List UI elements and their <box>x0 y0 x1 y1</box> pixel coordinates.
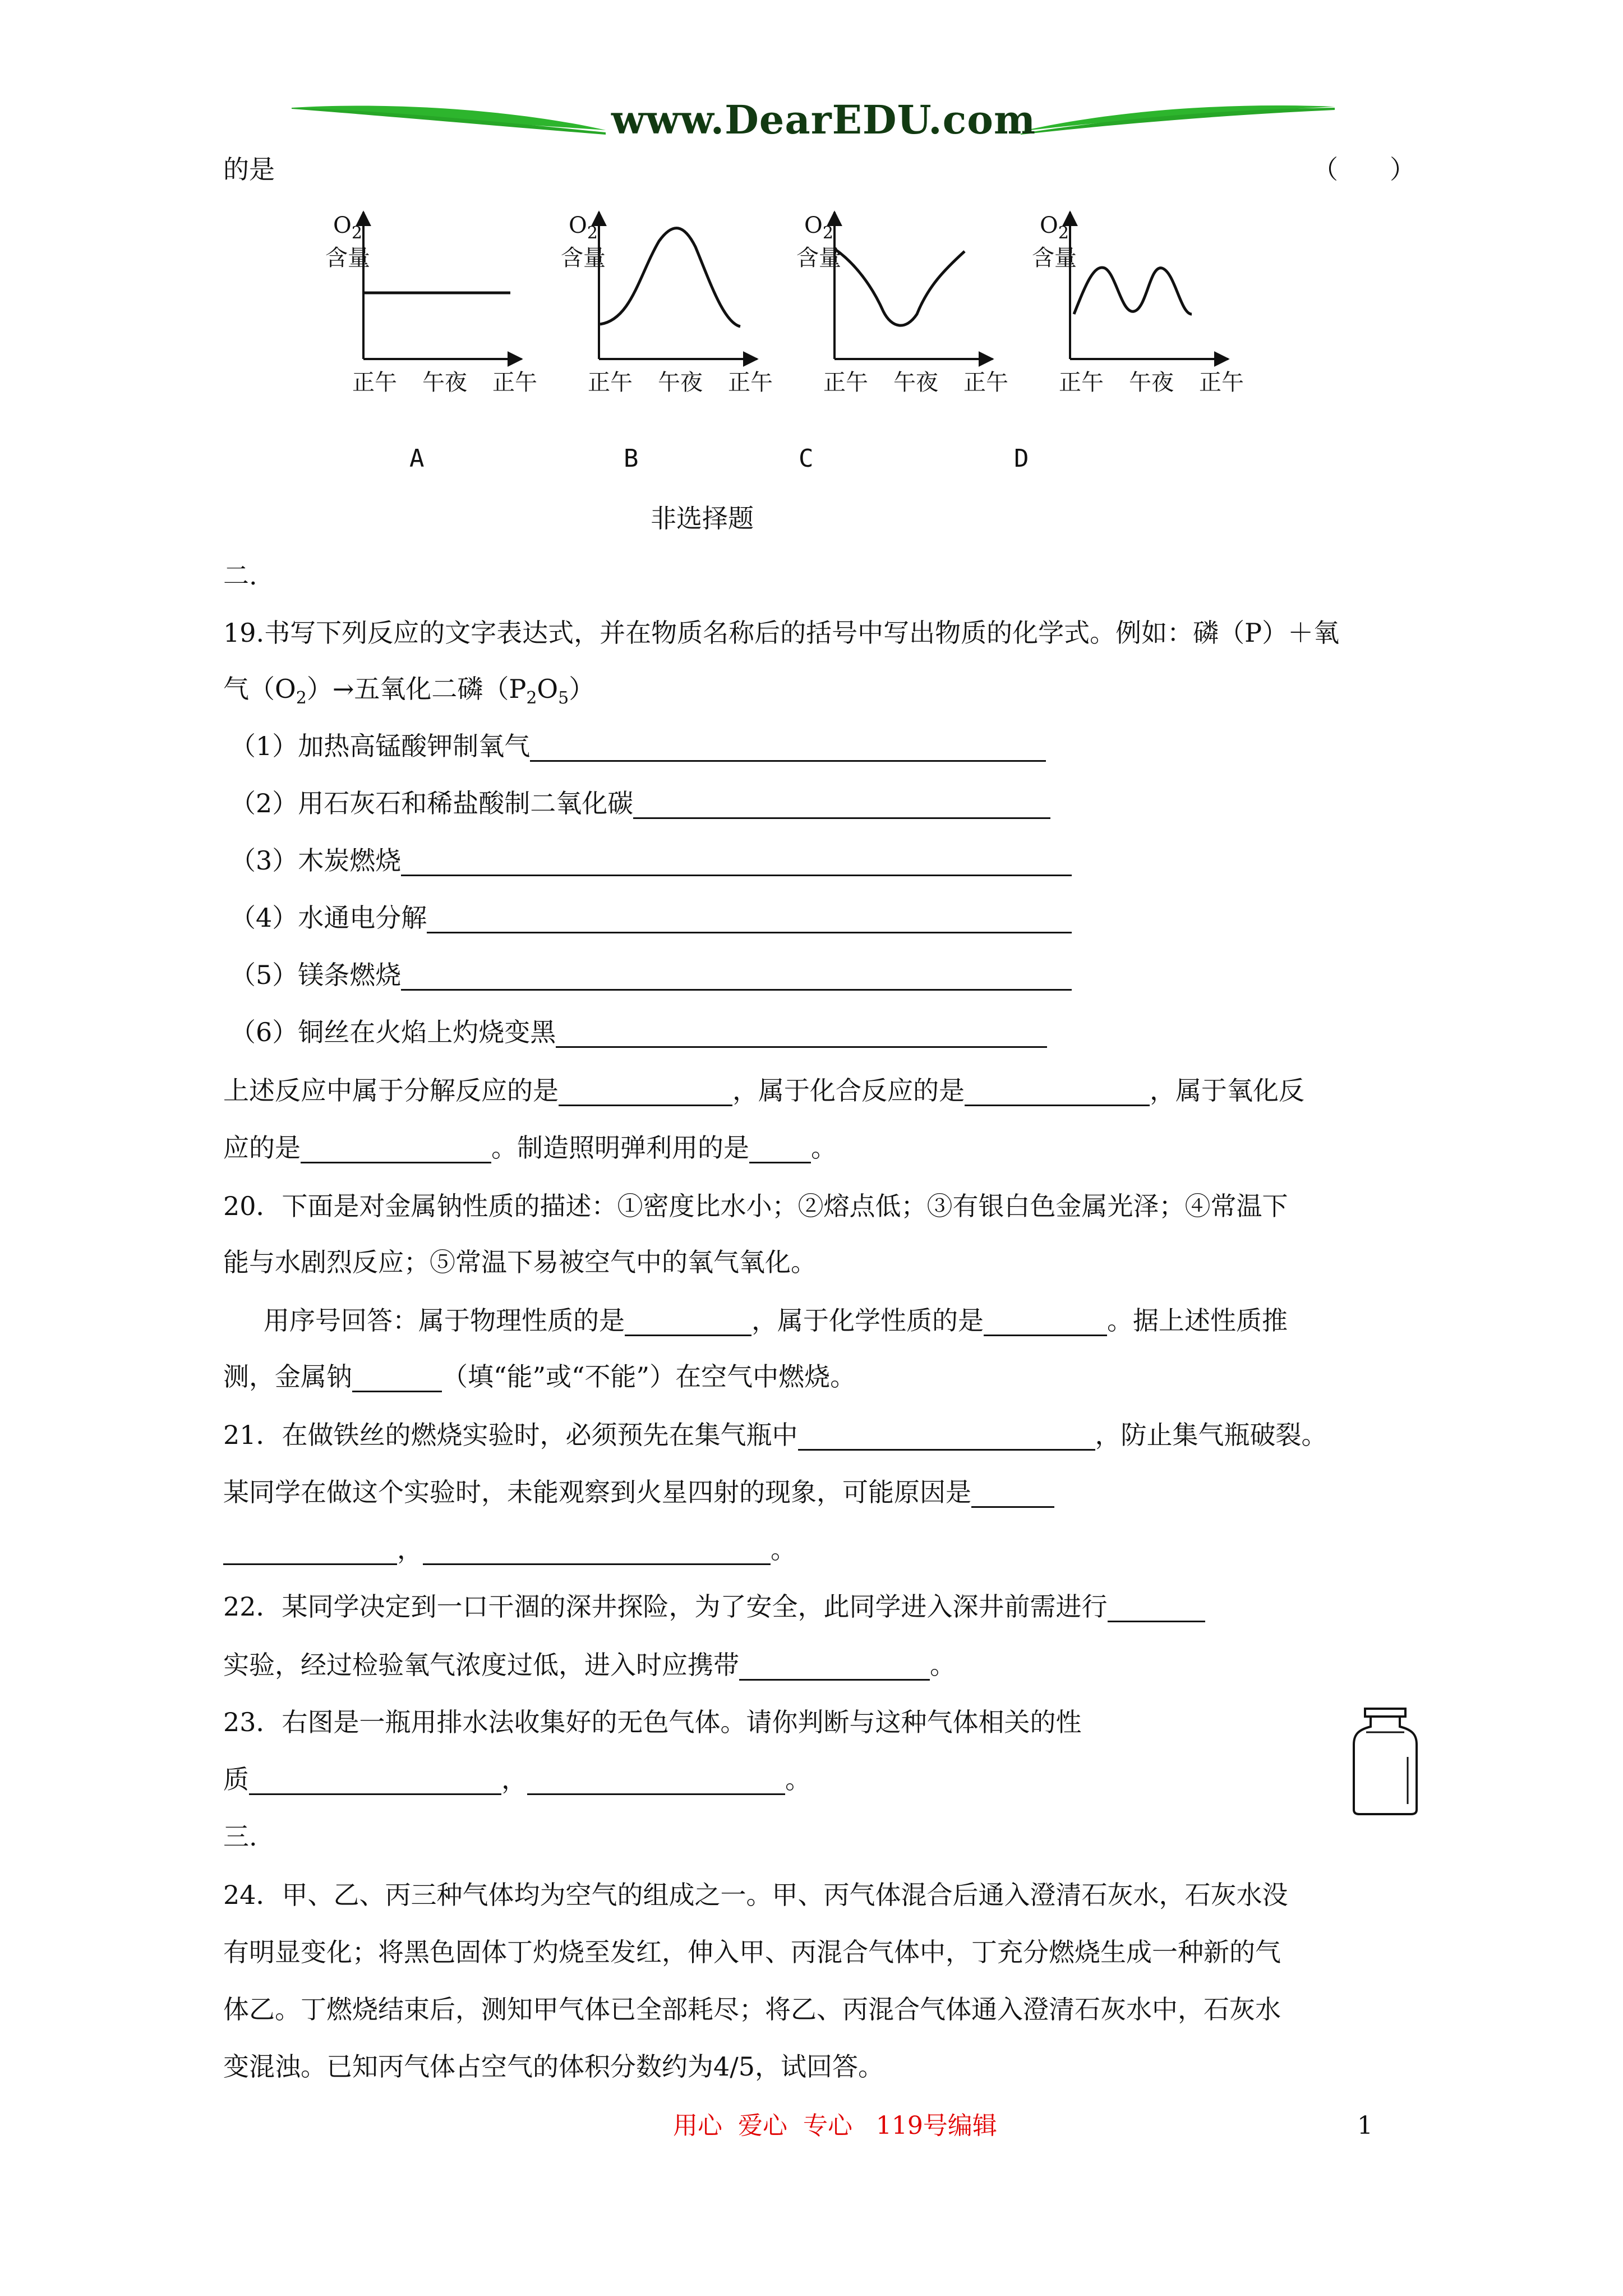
chart-d-ylabel: $O_2$ 含量 <box>1032 213 1077 271</box>
option-d: D <box>1014 444 1029 473</box>
x-tick: 正午 <box>823 370 868 395</box>
chart-c <box>834 212 993 359</box>
q19-item-1: （1）加热高锰酸钾制氧气 <box>230 730 1046 762</box>
q19-summary-line-1: 上述反应中属于分解反应的是 ，属于化合反应的是 ，属于氧化反 <box>223 1075 1304 1106</box>
x-tick: 正午 <box>352 370 397 395</box>
x-tick: 正午 <box>492 370 537 395</box>
q19-item-2: （2）用石灰石和稀盐酸制二氧化碳 <box>230 788 1050 819</box>
x-tick: 正午 <box>963 370 1008 395</box>
answer-blank[interactable] <box>301 1137 491 1163</box>
x-tick: 正午 <box>1059 370 1104 395</box>
answer-blank[interactable] <box>798 1424 1095 1451</box>
answer-blank[interactable] <box>223 1539 397 1565</box>
chart-c-curve <box>836 250 965 325</box>
answer-blank[interactable] <box>427 907 1072 933</box>
answer-blank[interactable] <box>633 793 1050 819</box>
q18-answer-bracket: （ ） <box>1312 154 1415 185</box>
answer-blank[interactable] <box>971 1481 1054 1508</box>
q24-line-1: 24．甲、乙、丙三种气体均为空气的组成之一。甲、丙气体混合后通入澄清石灰水，石灰水没 <box>223 1880 1288 1910</box>
q19-item-3: （3）木炭燃烧 <box>230 845 1072 876</box>
answer-blank[interactable] <box>401 850 1072 876</box>
option-c: C <box>799 444 814 473</box>
q22-line-2: 实验，经过检验氧气浓度过低，进入时应携带 。 <box>223 1650 956 1680</box>
answer-blank[interactable] <box>1108 1596 1205 1622</box>
chart-b <box>599 212 757 359</box>
chart-d <box>1070 212 1228 359</box>
site-url[interactable]: www.DearEDU.com <box>611 96 1036 143</box>
answer-blank[interactable] <box>249 1769 501 1795</box>
answer-blank[interactable] <box>739 1654 930 1681</box>
answer-blank[interactable] <box>749 1137 811 1163</box>
q19-item-5: （5）镁条燃烧 <box>230 959 1072 991</box>
q24-line-4: 变混浊。已知丙气体占空气的体积分数约为4/5，试回答。 <box>223 2051 884 2082</box>
q19-item-6: （6）铜丝在火焰上灼烧变黑 <box>230 1016 1047 1048</box>
q20-line-3: 用序号回答：属于物理性质的是 ，属于化学性质的是 。据上述性质推 <box>264 1305 1288 1336</box>
chart-b-xticks <box>588 365 773 397</box>
q21-line-3: ， 。 <box>223 1534 796 1565</box>
answer-blank[interactable] <box>556 1022 1047 1048</box>
x-tick: 午夜 <box>422 370 467 395</box>
section-two-label: 二. <box>223 560 257 591</box>
option-a: A <box>409 444 425 473</box>
q20-line-4: 测，金属钠 （填“能”或“不能”）在空气中燃烧。 <box>223 1361 856 1392</box>
x-tick: 正午 <box>588 370 633 395</box>
q18-lead: 的是 <box>223 154 275 185</box>
q24-line-3: 体乙。丁燃烧结束后，测知甲气体已全部耗尽；将乙、丙混合气体通入澄清石灰水中，石灰水 <box>223 1994 1281 2024</box>
q19-item-4: （4）水通电分解 <box>230 902 1072 933</box>
chart-c-xticks <box>823 365 1008 397</box>
q24-line-2: 有明显变化；将黑色固体丁灼烧至发红，伸入甲、丙混合气体中，丁充分燃烧生成一种新的气 <box>223 1937 1281 1967</box>
q19-intro-line-2: 气$(O_2)\to$五氧化二磷$(P_2O_5)$ <box>223 674 595 708</box>
answer-blank[interactable] <box>401 964 1072 991</box>
q23-line-2: 质 ， 。 <box>223 1764 811 1795</box>
page-number: 1 <box>1357 2111 1373 2140</box>
x-tick: 正午 <box>1199 370 1244 395</box>
q21-line-2: 某同学在做这个实验时，未能观察到火星四射的现象，可能原因是 <box>223 1476 1054 1508</box>
answer-blank[interactable] <box>984 1310 1107 1336</box>
section-title: 非选择题 <box>651 503 754 533</box>
x-tick: 午夜 <box>658 370 703 395</box>
x-tick: 午夜 <box>1129 370 1174 395</box>
chart-c-ylabel: $O_2$ 含量 <box>796 213 841 271</box>
x-tick: 午夜 <box>893 370 938 395</box>
answer-blank[interactable] <box>352 1366 442 1392</box>
q23-line-1: 23．右图是一瓶用排水法收集好的无色气体。请你判断与这种气体相关的性 <box>223 1707 1082 1737</box>
x-tick: 正午 <box>728 370 773 395</box>
q20-line-1: 20．下面是对金属钠性质的描述：①密度比水小；②熔点低；③有银白色金属光泽；④常温下 <box>223 1191 1288 1221</box>
answer-blank[interactable] <box>559 1080 732 1106</box>
section-three-label: 三. <box>223 1821 257 1852</box>
chart-d-curve <box>1074 268 1192 314</box>
chart-a <box>363 212 522 359</box>
q22-line-1: 22．某同学决定到一口干涸的深井探险，为了安全，此同学进入深井前需进行 <box>223 1591 1205 1622</box>
footer-motto: 用心 爱心 专心 119号编辑 <box>673 2111 997 2140</box>
answer-blank[interactable] <box>965 1080 1150 1106</box>
answer-blank[interactable] <box>530 735 1046 762</box>
header-banner <box>292 95 1335 146</box>
chart-b-ylabel: $O_2$ 含量 <box>561 213 606 271</box>
q21-line-1: 21．在做铁丝的燃烧实验时，必须预先在集气瓶中 ，防止集气瓶破裂。 <box>223 1420 1327 1450</box>
chart-a-xticks <box>352 365 537 397</box>
gas-bottle-figure <box>1346 1705 1424 1818</box>
q19-summary-line-2: 应的是 。制造照明弹利用的是 。 <box>223 1133 837 1163</box>
chart-a-ylabel: $O_2$ 含量 <box>325 213 370 271</box>
answer-blank[interactable] <box>423 1539 771 1565</box>
chart-b-curve <box>600 228 740 326</box>
answer-blank[interactable] <box>625 1310 751 1336</box>
option-b: B <box>624 444 639 473</box>
q19-intro-line-1: 19.书写下列反应的文字表达式，并在物质名称后的括号中写出物质的化学式。例如：磷（P）＋氧 <box>223 618 1340 648</box>
q18-charts <box>280 202 1570 438</box>
answer-blank[interactable] <box>527 1769 785 1795</box>
chart-d-xticks <box>1059 365 1244 397</box>
q20-line-2: 能与水剧烈反应；⑤常温下易被空气中的氧气氧化。 <box>223 1247 817 1277</box>
